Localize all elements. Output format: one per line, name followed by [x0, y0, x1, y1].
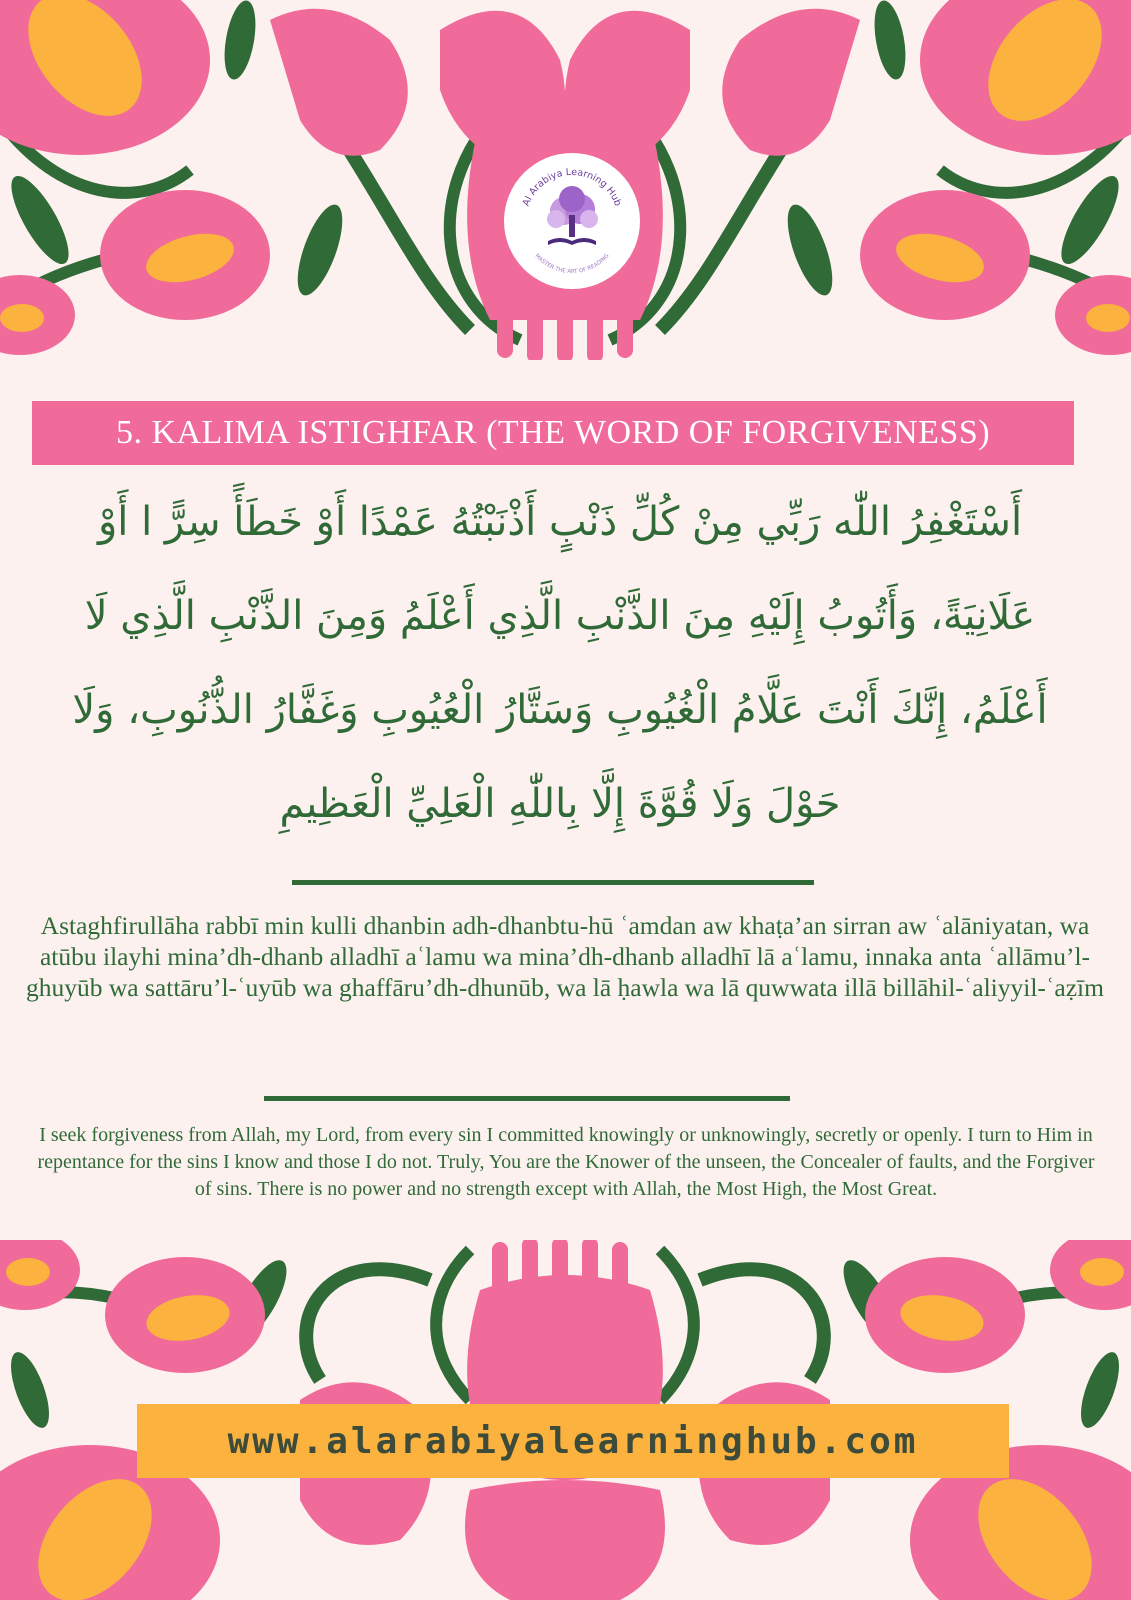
translation-text: I seek forgiveness from Allah, my Lord, from every sin I committed knowingly or unknowingly, secretly or openly. I turn to Him in repentance for the sins I know and those I do not. Truly, You are the Knower of the unseen, the Concealer of faults, and the Forgiver of sins. There is no power and no strength except with Allah, the Most High, the Most Great. [37, 1124, 1095, 1200]
website-url[interactable]: www.alarabiyalearninghub.com [227, 1420, 919, 1462]
website-banner [137, 1404, 1009, 1478]
brand-logo [504, 153, 640, 289]
divider-bottom [264, 1096, 790, 1101]
divider-top [292, 880, 814, 885]
logo-tagline: MASTER THE ART OF READING [533, 252, 611, 276]
arabic-text: أَسْتَغْفِرُ اللّٰه رَبِّي مِنْ كُلِّ ذَنْبٍ أَذْنَبْتُهُ عَمْدًا أَوْ خَطَأً سِرًّ ا أَوْ عَلَانِيَةً، وَأَتُوبُ إِلَيْهِ مِنَ الذَّنْبِ الَّذِي أَعْلَمُ وَمِنَ الذَّنْبِ الَّذِي لَا أَعْلَمُ، إِنَّكَ أَنْتَ عَلَّامُ الْغُيُوبِ وَسَتَّارُ الْعُيُوبِ وَغَفَّارُ الذُّنُوبِ، وَلَا حَوْلَ وَلَا قُوَّةَ إِلَّا بِاللّٰهِ الْعَلِيِّ الْعَظِيمِ [72, 499, 1048, 827]
logo-name: Al Arabiya Learning Hub [520, 166, 624, 208]
tree-book-icon [504, 153, 640, 289]
transliteration-text: Astaghfirullāha rabbī min kulli dhanbin adh-dhanbtu-hū ʿamdan aw khaṭa’an sirran aw ʿalāniyatan, wa atūbu ilayhi mina’dh-dhanb alladhī aʿlamu wa mina’dh-dhanb alladhī lā aʿlamu, innaka anta ʿallāmu’l-ghuyūb wa sattāru’l-ʿuyūb wa ghaffāru’dh-dhunūb, wa lā ḥawla wa lā quwwata illā billāhil-ʿaliyyil-ʿaẓīm [26, 911, 1104, 1002]
page-title: 5. KALIMA ISTIGHFAR (THE WORD OF FORGIVENESS) [115, 414, 991, 451]
title-banner [32, 401, 1074, 465]
